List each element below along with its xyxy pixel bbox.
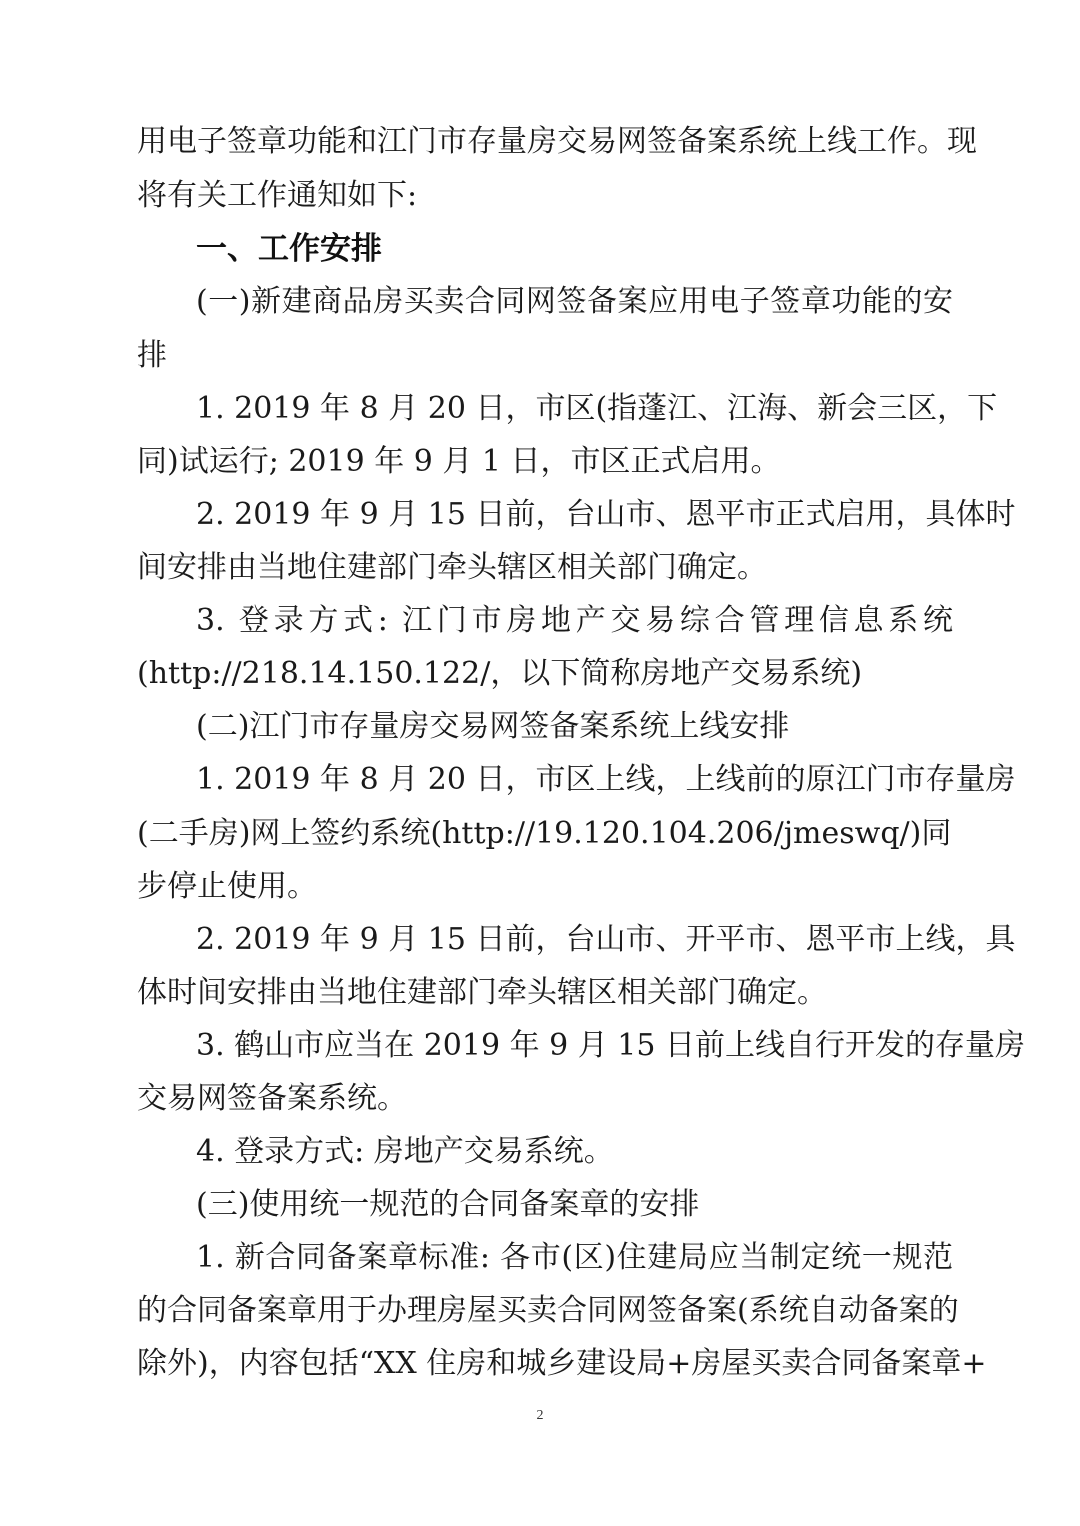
body-line-14: (二手房)网上签约系统(http://19.120.104.206/jmeswq/)同 bbox=[137, 816, 952, 851]
body-line-16: 2. 2019 年 9 月 15 日前，台山市、开平市、恩平市上线，具 bbox=[196, 922, 1016, 957]
body-line-11: (http://218.14.150.122/，以下简称房地产交易系统) bbox=[137, 656, 863, 691]
body-line-8: 2. 2019 年 9 月 15 日前，台山市、恩平市正式启用，具体时 bbox=[196, 497, 1016, 532]
body-line-2: 将有关工作通知如下: bbox=[137, 178, 418, 213]
body-line-7: 同)试运行; 2019 年 9 月 1 日，市区正式启用。 bbox=[137, 444, 781, 479]
body-line-20: 4. 登录方式: 房地产交易系统。 bbox=[196, 1134, 614, 1169]
body-line-22: 1. 新合同备案章标准: 各市(区)住建局应当制定统一规范 bbox=[196, 1240, 953, 1275]
body-line-18: 3. 鹤山市应当在 2019 年 9 月 15 日前上线自行开发的存量房 bbox=[196, 1028, 1025, 1063]
body-line-15: 步停止使用。 bbox=[137, 869, 317, 904]
subsection-heading-1-cont: 排 bbox=[137, 338, 167, 373]
page-number: 2 bbox=[536, 1408, 544, 1423]
subsection-heading-1: (一)新建商品房买卖合同网签备案应用电子签章功能的安 bbox=[196, 284, 953, 319]
body-line-17: 体时间安排由当地住建部门牵头辖区相关部门确定。 bbox=[137, 975, 827, 1010]
section-heading-work-arrangement: 一、工作安排 bbox=[196, 231, 382, 267]
body-line-6: 1. 2019 年 8 月 20 日，市区(指蓬江、江海、新会三区，下 bbox=[196, 391, 998, 426]
body-line-23: 的合同备案章用于办理房屋买卖合同网签备案(系统自动备案的 bbox=[137, 1293, 959, 1328]
body-line-9: 间安排由当地住建部门牵头辖区相关部门确定。 bbox=[137, 550, 767, 585]
body-line-1: 用电子签章功能和江门市存量房交易网签备案系统上线工作。现 bbox=[137, 124, 977, 159]
body-line-13: 1. 2019 年 8 月 20 日，市区上线，上线前的原江门市存量房 bbox=[196, 762, 1016, 797]
body-line-24: 除外)，内容包括“XX 住房和城乡建设局+房屋买卖合同备案章+ bbox=[137, 1346, 987, 1381]
body-line-10: 3. 登录方式: 江门市房地产交易综合管理信息系统 bbox=[196, 603, 953, 638]
body-line-19: 交易网签备案系统。 bbox=[137, 1081, 407, 1116]
subsection-heading-2: (二)江门市存量房交易网签备案系统上线安排 bbox=[196, 709, 790, 744]
subsection-heading-3: (三)使用统一规范的合同备案章的安排 bbox=[196, 1187, 700, 1222]
